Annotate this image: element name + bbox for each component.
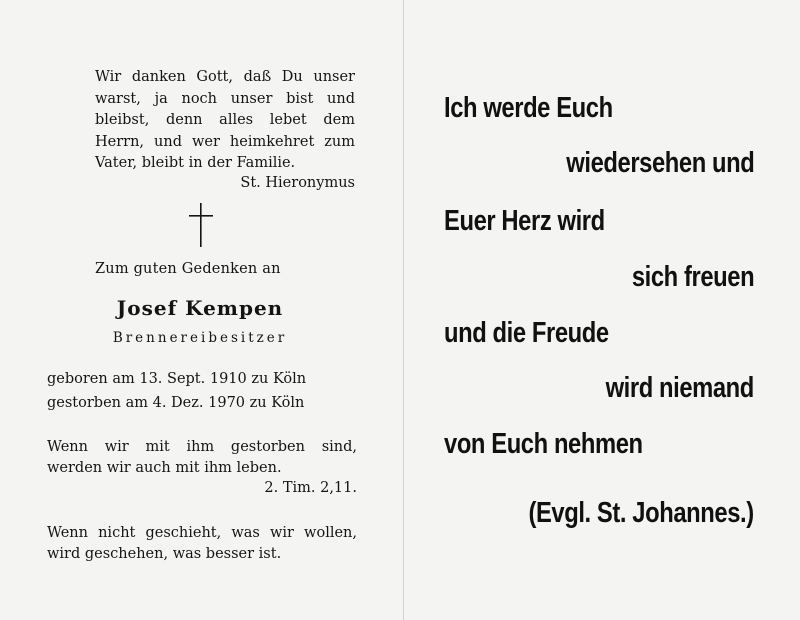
verse-line: Wenn wir mit ihm gestorben sind, [47, 439, 357, 455]
verse-line: wird geschehen, was besser ist. [47, 546, 282, 562]
scripture-line: wird niemand [605, 372, 754, 404]
scripture-line: wiedersehen und [565, 147, 754, 179]
life-dates [47, 367, 367, 415]
deceased-name: Josef Kempen [116, 296, 284, 320]
verse-line: werden wir auch mit ihm leben. [47, 460, 282, 476]
scripture-line: von Euch nehmen [444, 428, 643, 460]
closing-verse [47, 523, 357, 565]
scripture-source: (Evgl. St. Johannes.) [528, 497, 754, 529]
quote-line: bleibst, denn alles lebet dem [95, 112, 355, 128]
verse-source: 2. Tim. 2,11. [264, 480, 357, 496]
scripture-line: sich freuen [631, 261, 754, 293]
quote-line: warst, ja noch unser bist und [95, 90, 355, 107]
right-page [404, 0, 800, 620]
quote-source: St. Hieronymus [240, 175, 355, 191]
timothy-verse [47, 437, 357, 479]
quote-line: Vater, bleibt in der Familie. [95, 155, 296, 171]
hieronymus-quote [95, 67, 355, 175]
death-line: gestorben am 4. Dez. 1970 zu Köln [47, 395, 305, 411]
birth-line: geboren am 13. Sept. 1910 zu Köln [47, 371, 307, 387]
quote-line: Herrn, und wer heimkehret zum [95, 133, 355, 150]
deceased-profession: Brennereibesitzer [112, 330, 288, 346]
verse-line: Wenn nicht geschieht, was wir wollen, [47, 525, 357, 541]
scripture-line: und die Freude [444, 317, 609, 349]
latin-cross-icon [188, 203, 214, 247]
memorial-intro: Zum guten Gedenken an [95, 261, 281, 277]
quote-line: Wir danken Gott, daß Du unser [95, 69, 355, 85]
scripture-line: Euer Herz wird [444, 205, 605, 237]
scripture-line: Ich werde Euch [444, 92, 613, 124]
